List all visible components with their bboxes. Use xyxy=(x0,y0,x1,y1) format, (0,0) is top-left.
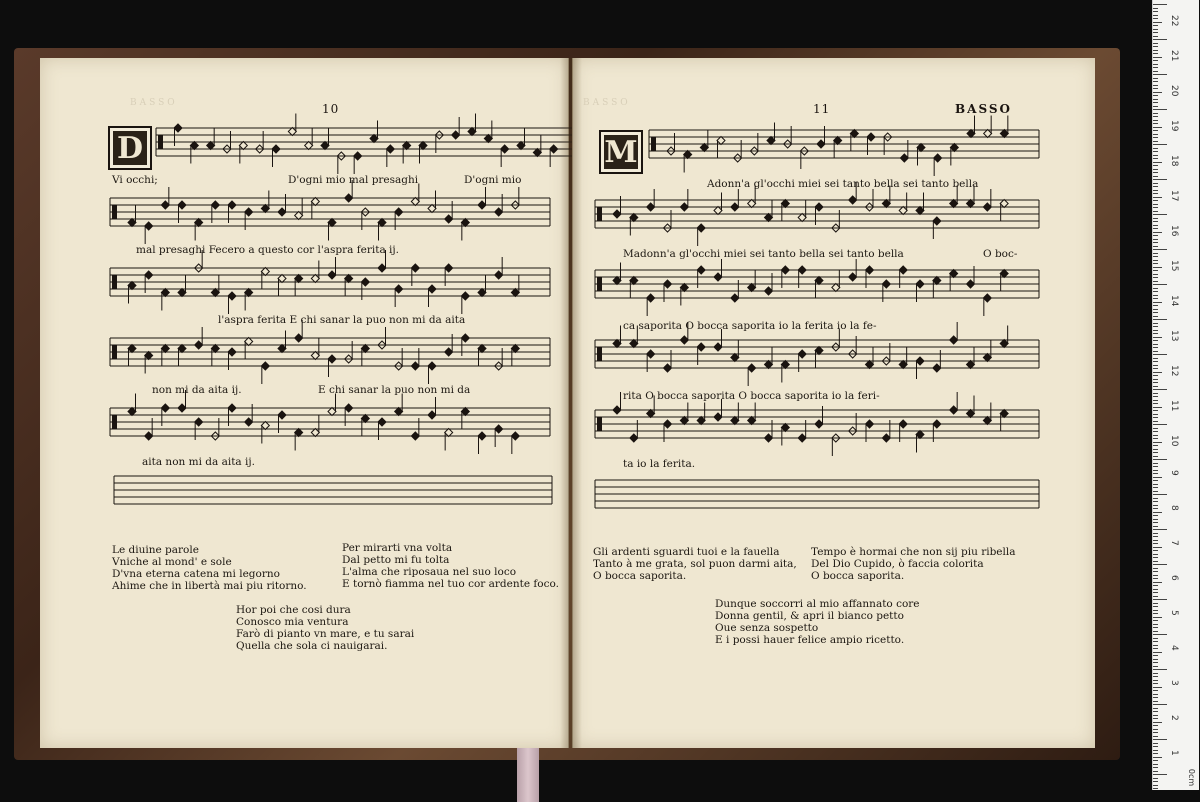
ruler-number: 3 xyxy=(1169,680,1179,686)
ruler-tick xyxy=(1153,316,1158,317)
ruler-tick xyxy=(1153,529,1167,530)
ruler-tick xyxy=(1153,298,1158,299)
ruler-tick xyxy=(1153,242,1158,243)
ruler-tick xyxy=(1153,431,1158,432)
poem-stanza: Gli ardenti sguardi tuoi e la fauella Tanto à me grata, sol puon darmi aita, O bocca saporita. xyxy=(593,546,797,582)
ruler-tick xyxy=(1153,396,1158,397)
lyric-line: l'aspra ferita E chi sanar la puo non mi da aita xyxy=(218,314,466,326)
ruler-tick xyxy=(1153,123,1158,124)
ruler-tick xyxy=(1153,438,1158,439)
ruler-tick xyxy=(1153,267,1162,268)
music-staff xyxy=(595,254,1039,314)
ruler-tick xyxy=(1153,473,1158,474)
ruler-tick xyxy=(1153,326,1158,327)
ruler-tick xyxy=(1153,547,1162,548)
ruler-tick xyxy=(1153,519,1158,520)
ruler-number: 19 xyxy=(1169,120,1179,132)
ruler-tick xyxy=(1153,554,1158,555)
ruler-tick xyxy=(1153,85,1158,86)
ruler-tick xyxy=(1153,235,1158,236)
ruler-tick xyxy=(1153,550,1158,551)
poem-stanza: Per mirarti vna volta Dal petto mi fu tolta L'alma che riposaua nel suo loco E tornò fiamma nel tuo cor ardente foco. xyxy=(342,542,559,590)
ruler-tick xyxy=(1153,501,1158,502)
ruler-tick xyxy=(1153,137,1158,138)
ruler-number: 10 xyxy=(1169,435,1179,447)
ruler-number: 12 xyxy=(1169,365,1179,377)
ruler-tick xyxy=(1153,330,1158,331)
ruler-tick xyxy=(1153,225,1158,226)
ruler-tick xyxy=(1153,757,1162,758)
music-staff xyxy=(595,394,1039,454)
ruler-tick xyxy=(1153,239,1158,240)
ruler-tick xyxy=(1153,613,1158,614)
ruler-tick xyxy=(1153,246,1158,247)
ruler-tick xyxy=(1153,57,1162,58)
ruler-tick xyxy=(1153,393,1158,394)
ruler-tick xyxy=(1153,606,1158,607)
page-number: 10 xyxy=(322,102,340,116)
lyric-line: D'ogni mio mal presaghi xyxy=(288,174,419,186)
ruler-tick xyxy=(1153,50,1158,51)
ruler-tick xyxy=(1153,375,1158,376)
ruler-tick xyxy=(1153,64,1158,65)
ruler-tick xyxy=(1153,603,1158,604)
ruler-number: 4 xyxy=(1169,645,1179,651)
ruler-tick xyxy=(1153,204,1158,205)
ruler-tick xyxy=(1153,403,1158,404)
ruler-tick xyxy=(1153,88,1158,89)
ruler-tick xyxy=(1153,53,1158,54)
music-staff xyxy=(649,114,1039,174)
ruler-tick xyxy=(1153,463,1158,464)
lyric-line: Madonn'a gl'occhi miei sei tanto bella sei tanto bella xyxy=(623,248,904,260)
ruler-tick xyxy=(1153,729,1158,730)
ruler-tick xyxy=(1153,673,1158,674)
ruler-tick xyxy=(1153,67,1158,68)
ruler-tick xyxy=(1153,60,1158,61)
ruler-tick xyxy=(1153,165,1158,166)
ruler-tick xyxy=(1153,365,1158,366)
ruler-tick xyxy=(1153,116,1158,117)
ruler-tick xyxy=(1153,130,1158,131)
ruler-tick xyxy=(1153,183,1158,184)
ruler-tick xyxy=(1153,767,1158,768)
ruler-tick xyxy=(1153,662,1158,663)
ruler-tick xyxy=(1153,701,1158,702)
ruler-tick xyxy=(1153,760,1158,761)
ruler-tick xyxy=(1153,428,1158,429)
poem-stanza: Le diuine parole Vniche al mond' e sole D'vna eterna catena mi legorno Ahime che in libertà mai piu ritorno. xyxy=(112,544,307,592)
ruler-number: 16 xyxy=(1169,225,1179,237)
music-staff xyxy=(110,182,550,242)
ruler-tick xyxy=(1153,221,1158,222)
ruler-tick xyxy=(1153,214,1167,215)
ruler-tick xyxy=(1153,466,1158,467)
ruler-tick xyxy=(1153,414,1158,415)
ruler-tick xyxy=(1153,557,1158,558)
ruler-tick xyxy=(1153,711,1158,712)
bleed-through-text: BASSO xyxy=(130,98,178,108)
ruler-tick xyxy=(1153,697,1158,698)
ruler-tick xyxy=(1153,190,1158,191)
ruler-tick xyxy=(1153,561,1158,562)
ruler-tick xyxy=(1153,270,1158,271)
music-staff xyxy=(595,324,1039,384)
ruler-tick xyxy=(1153,704,1167,705)
ruler-tick xyxy=(1153,638,1158,639)
ruler-tick xyxy=(1153,442,1162,443)
ruler-number: 13 xyxy=(1169,330,1179,342)
ruler-tick xyxy=(1153,739,1167,740)
ruler-tick xyxy=(1153,106,1158,107)
ruler-tick xyxy=(1153,715,1158,716)
ruler-number: 15 xyxy=(1169,260,1179,272)
ruler-tick xyxy=(1153,676,1158,677)
ruler-tick xyxy=(1153,687,1162,688)
ruler-tick xyxy=(1153,512,1162,513)
ruler-tick xyxy=(1153,620,1158,621)
ruler-tick xyxy=(1153,718,1158,719)
ruler-tick xyxy=(1153,295,1158,296)
ruler-tick xyxy=(1153,25,1158,26)
ruler-tick xyxy=(1153,158,1158,159)
music-staff xyxy=(110,322,550,382)
ruler-tick xyxy=(1153,386,1158,387)
ruler-tick xyxy=(1153,193,1158,194)
ruler-number: 20 xyxy=(1169,85,1179,97)
ruler-tick xyxy=(1153,494,1167,495)
ruler-tick xyxy=(1153,487,1158,488)
ruler-tick xyxy=(1153,368,1158,369)
music-staff xyxy=(110,252,550,312)
ruler-tick xyxy=(1153,92,1162,93)
ruler-tick xyxy=(1153,134,1158,135)
ruler-number: 9 xyxy=(1169,470,1179,476)
ruler-tick xyxy=(1153,39,1167,40)
voice-part-name: BASSO xyxy=(955,102,1012,116)
lyric-line: mal presaghi Fecero a questo cor l'aspra ferita ij. xyxy=(136,244,399,256)
ruler-tick xyxy=(1153,32,1158,33)
ruler-tick xyxy=(1153,722,1162,723)
ruler-tick xyxy=(1153,666,1158,667)
poem-stanza: Tempo è hormai che non sij piu ribella Del Dio Cupido, ò faccia colorita O bocca saporita. xyxy=(811,546,1016,582)
poem-stanza: Dunque soccorri al mio affannato core Donna gentil, & apri il bianco petto Oue senza sospetto E i possi hauer felice ampio ricetto. xyxy=(715,598,920,646)
ruler-tick xyxy=(1153,141,1158,142)
ruler-tick xyxy=(1153,764,1158,765)
ruler-tick xyxy=(1153,302,1162,303)
ruler-tick xyxy=(1153,652,1162,653)
ruler-tick xyxy=(1153,81,1158,82)
ruler-tick xyxy=(1153,645,1158,646)
ruler-tick xyxy=(1153,78,1158,79)
ruler-tick xyxy=(1153,449,1158,450)
ruler-tick xyxy=(1153,11,1158,12)
ruler-tick xyxy=(1153,452,1158,453)
ruler-tick xyxy=(1153,186,1158,187)
ruler-tick xyxy=(1153,256,1158,257)
ruler-tick xyxy=(1153,284,1167,285)
ruler-tick xyxy=(1153,144,1167,145)
ruler-tick xyxy=(1153,277,1158,278)
ruler-tick xyxy=(1153,358,1158,359)
ruler-tick xyxy=(1153,207,1158,208)
ruler-number: 1 xyxy=(1169,750,1179,756)
ruler-tick xyxy=(1153,788,1158,789)
ruler-tick xyxy=(1153,683,1158,684)
ruler-tick xyxy=(1153,543,1158,544)
ruler-tick xyxy=(1153,347,1158,348)
ruler-tick xyxy=(1153,659,1158,660)
music-staff xyxy=(595,184,1039,244)
ruler-tick xyxy=(1153,305,1158,306)
measuring-ruler xyxy=(1152,0,1199,790)
book-gutter xyxy=(560,58,582,748)
ruler-tick xyxy=(1153,694,1158,695)
ruler-tick xyxy=(1153,708,1158,709)
ruler-tick xyxy=(1153,421,1158,422)
ruler-tick xyxy=(1153,8,1158,9)
ruler-tick xyxy=(1153,435,1158,436)
ruler-tick xyxy=(1153,410,1158,411)
ruler-tick xyxy=(1153,281,1158,282)
lyric-line: Vi occhi; xyxy=(112,174,158,186)
ruler-tick xyxy=(1153,771,1158,772)
ruler-tick xyxy=(1153,319,1167,320)
ruler-tick xyxy=(1153,459,1167,460)
ruler-tick xyxy=(1153,337,1162,338)
ruler-tick xyxy=(1153,774,1167,775)
bookmark-ribbon xyxy=(517,742,539,802)
decorated-initial: D xyxy=(108,126,152,170)
ruler-tick xyxy=(1153,746,1158,747)
ruler-tick xyxy=(1153,109,1167,110)
ruler-tick xyxy=(1153,515,1158,516)
ruler-tick xyxy=(1153,589,1158,590)
ruler-tick xyxy=(1153,505,1158,506)
ruler-tick xyxy=(1153,351,1158,352)
ruler-tick xyxy=(1153,743,1158,744)
ruler-tick xyxy=(1153,382,1158,383)
lyric-line: E chi sanar la puo non mi da xyxy=(318,384,471,396)
ruler-tick xyxy=(1153,291,1158,292)
ruler-tick xyxy=(1153,99,1158,100)
ruler-tick xyxy=(1153,785,1158,786)
ruler-tick xyxy=(1153,249,1167,250)
ruler-tick xyxy=(1153,372,1162,373)
ruler-tick xyxy=(1153,127,1162,128)
ruler-number: 17 xyxy=(1169,190,1179,202)
ruler-tick xyxy=(1153,522,1158,523)
right-page xyxy=(572,58,1095,748)
ruler-tick xyxy=(1153,564,1167,565)
ruler-tick xyxy=(1153,340,1158,341)
bleed-through-text: BASSO xyxy=(583,98,631,108)
ruler-tick xyxy=(1153,424,1167,425)
decorated-initial: M xyxy=(599,130,643,174)
lyric-line: Adonn'a gl'occhi miei sei tanto bella sei tanto bella xyxy=(707,178,979,190)
ruler-tick xyxy=(1153,585,1158,586)
ruler-tick xyxy=(1153,781,1158,782)
music-staff xyxy=(110,392,550,452)
ruler-tick xyxy=(1153,491,1158,492)
ruler-tick xyxy=(1153,617,1162,618)
ruler-tick xyxy=(1153,22,1162,23)
ruler-number: 8 xyxy=(1169,505,1179,511)
ruler-tick xyxy=(1153,732,1158,733)
ruler-tick xyxy=(1153,669,1167,670)
lyric-line: D'ogni mio xyxy=(464,174,522,186)
poem-stanza: Hor poi che cosi dura Conosco mia ventura Farò di pianto vn mare, e tu sarai Quella che sola ci nauigarai. xyxy=(236,604,415,652)
ruler-tick xyxy=(1153,71,1158,72)
ruler-tick xyxy=(1153,610,1158,611)
ruler-tick xyxy=(1153,627,1158,628)
ruler-tick xyxy=(1153,333,1158,334)
ruler-tick xyxy=(1153,74,1167,75)
lyric-line: ta io la ferita. xyxy=(623,458,696,470)
ruler-tick xyxy=(1153,361,1158,362)
ruler-tick xyxy=(1153,417,1158,418)
ruler-tick xyxy=(1153,624,1158,625)
ruler-tick xyxy=(1153,323,1158,324)
ruler-tick xyxy=(1153,680,1158,681)
ruler-tick xyxy=(1153,354,1167,355)
ruler-tick xyxy=(1153,526,1158,527)
ruler-tick xyxy=(1153,470,1158,471)
ruler-tick xyxy=(1153,169,1158,170)
ruler-tick xyxy=(1153,634,1167,635)
ruler-number: 18 xyxy=(1169,155,1179,167)
ruler-tick xyxy=(1153,43,1158,44)
ruler-tick xyxy=(1153,533,1158,534)
lyric-line: ca saporita O bocca saporita io la ferita io la fe- xyxy=(623,320,877,332)
ruler-tick xyxy=(1153,407,1162,408)
ruler-tick xyxy=(1153,445,1158,446)
ruler-tick xyxy=(1153,162,1162,163)
ruler-tick xyxy=(1153,113,1158,114)
ruler-number: 11 xyxy=(1169,400,1179,412)
ruler-tick xyxy=(1153,582,1162,583)
ruler-tick xyxy=(1153,690,1158,691)
ruler-tick xyxy=(1153,211,1158,212)
ruler-number: 21 xyxy=(1169,50,1179,62)
ruler-tick xyxy=(1153,568,1158,569)
ruler-number: 22 xyxy=(1169,15,1179,27)
ruler-number: 6 xyxy=(1169,575,1179,581)
ruler-tick xyxy=(1153,599,1167,600)
ruler-tick xyxy=(1153,631,1158,632)
ruler-tick xyxy=(1153,151,1158,152)
ruler-tick xyxy=(1153,36,1158,37)
ruler-number: 14 xyxy=(1169,295,1179,307)
ruler-tick xyxy=(1153,578,1158,579)
ruler-tick xyxy=(1153,571,1158,572)
ruler-tick xyxy=(1153,176,1158,177)
ruler-tick xyxy=(1153,288,1158,289)
ruler-tick xyxy=(1153,655,1158,656)
ruler-tick xyxy=(1153,95,1158,96)
ruler-tick xyxy=(1153,456,1158,457)
ruler-tick xyxy=(1153,228,1158,229)
ruler-tick xyxy=(1153,172,1158,173)
ruler-tick xyxy=(1153,484,1158,485)
ruler-tick xyxy=(1153,725,1158,726)
ruler-tick xyxy=(1153,498,1158,499)
lyric-line: rita O bocca saporita O bocca saporita io la feri- xyxy=(623,390,880,402)
left-page xyxy=(40,58,569,748)
ruler-number: 5 xyxy=(1169,610,1179,616)
ruler-tick xyxy=(1153,508,1158,509)
lyric-line: O boc- xyxy=(983,248,1018,260)
ruler-tick xyxy=(1153,120,1158,121)
ruler-tick xyxy=(1153,540,1158,541)
ruler-tick xyxy=(1153,15,1158,16)
ruler-tick xyxy=(1153,155,1158,156)
lyric-line: aita non mi da aita ij. xyxy=(142,456,255,468)
ruler-tick xyxy=(1153,750,1158,751)
ruler-tick xyxy=(1153,736,1158,737)
page-number: 11 xyxy=(813,102,831,116)
ruler-tick xyxy=(1153,536,1158,537)
ruler-tick xyxy=(1153,29,1158,30)
ruler-tick xyxy=(1153,312,1158,313)
ruler-number: 7 xyxy=(1169,540,1179,546)
ruler-tick xyxy=(1153,641,1158,642)
ruler-tick xyxy=(1153,46,1158,47)
ruler-tick xyxy=(1153,592,1158,593)
ruler-tick xyxy=(1153,18,1158,19)
ruler-tick xyxy=(1153,389,1167,390)
ruler-tick xyxy=(1153,778,1158,779)
music-staff xyxy=(595,464,1039,524)
ruler-tick xyxy=(1153,400,1158,401)
ruler-tick xyxy=(1153,102,1158,103)
ruler-tick xyxy=(1153,344,1158,345)
ruler-tick xyxy=(1153,4,1167,5)
ruler-tick xyxy=(1153,309,1158,310)
music-staff xyxy=(114,460,552,520)
ruler-tick xyxy=(1153,379,1158,380)
ruler-number: 2 xyxy=(1169,715,1179,721)
ruler-tick xyxy=(1153,648,1158,649)
ruler-tick xyxy=(1153,753,1158,754)
ruler-tick xyxy=(1153,179,1167,180)
ruler-tick xyxy=(1153,197,1162,198)
ruler-tick xyxy=(1153,477,1162,478)
ruler-tick xyxy=(1153,200,1158,201)
ruler-tick xyxy=(1153,148,1158,149)
ruler-tick xyxy=(1153,260,1158,261)
ruler-tick xyxy=(1153,274,1158,275)
ruler-tick xyxy=(1153,253,1158,254)
ruler-tick xyxy=(1153,263,1158,264)
ruler-tick xyxy=(1153,575,1158,576)
ruler-tick xyxy=(1153,480,1158,481)
ruler-unit-label: 0cm xyxy=(1187,768,1197,787)
ruler-tick xyxy=(1153,596,1158,597)
lyric-line: non mi da aita ij. xyxy=(152,384,242,396)
ruler-tick xyxy=(1153,218,1158,219)
ruler-tick xyxy=(1153,232,1162,233)
music-staff xyxy=(156,112,588,172)
